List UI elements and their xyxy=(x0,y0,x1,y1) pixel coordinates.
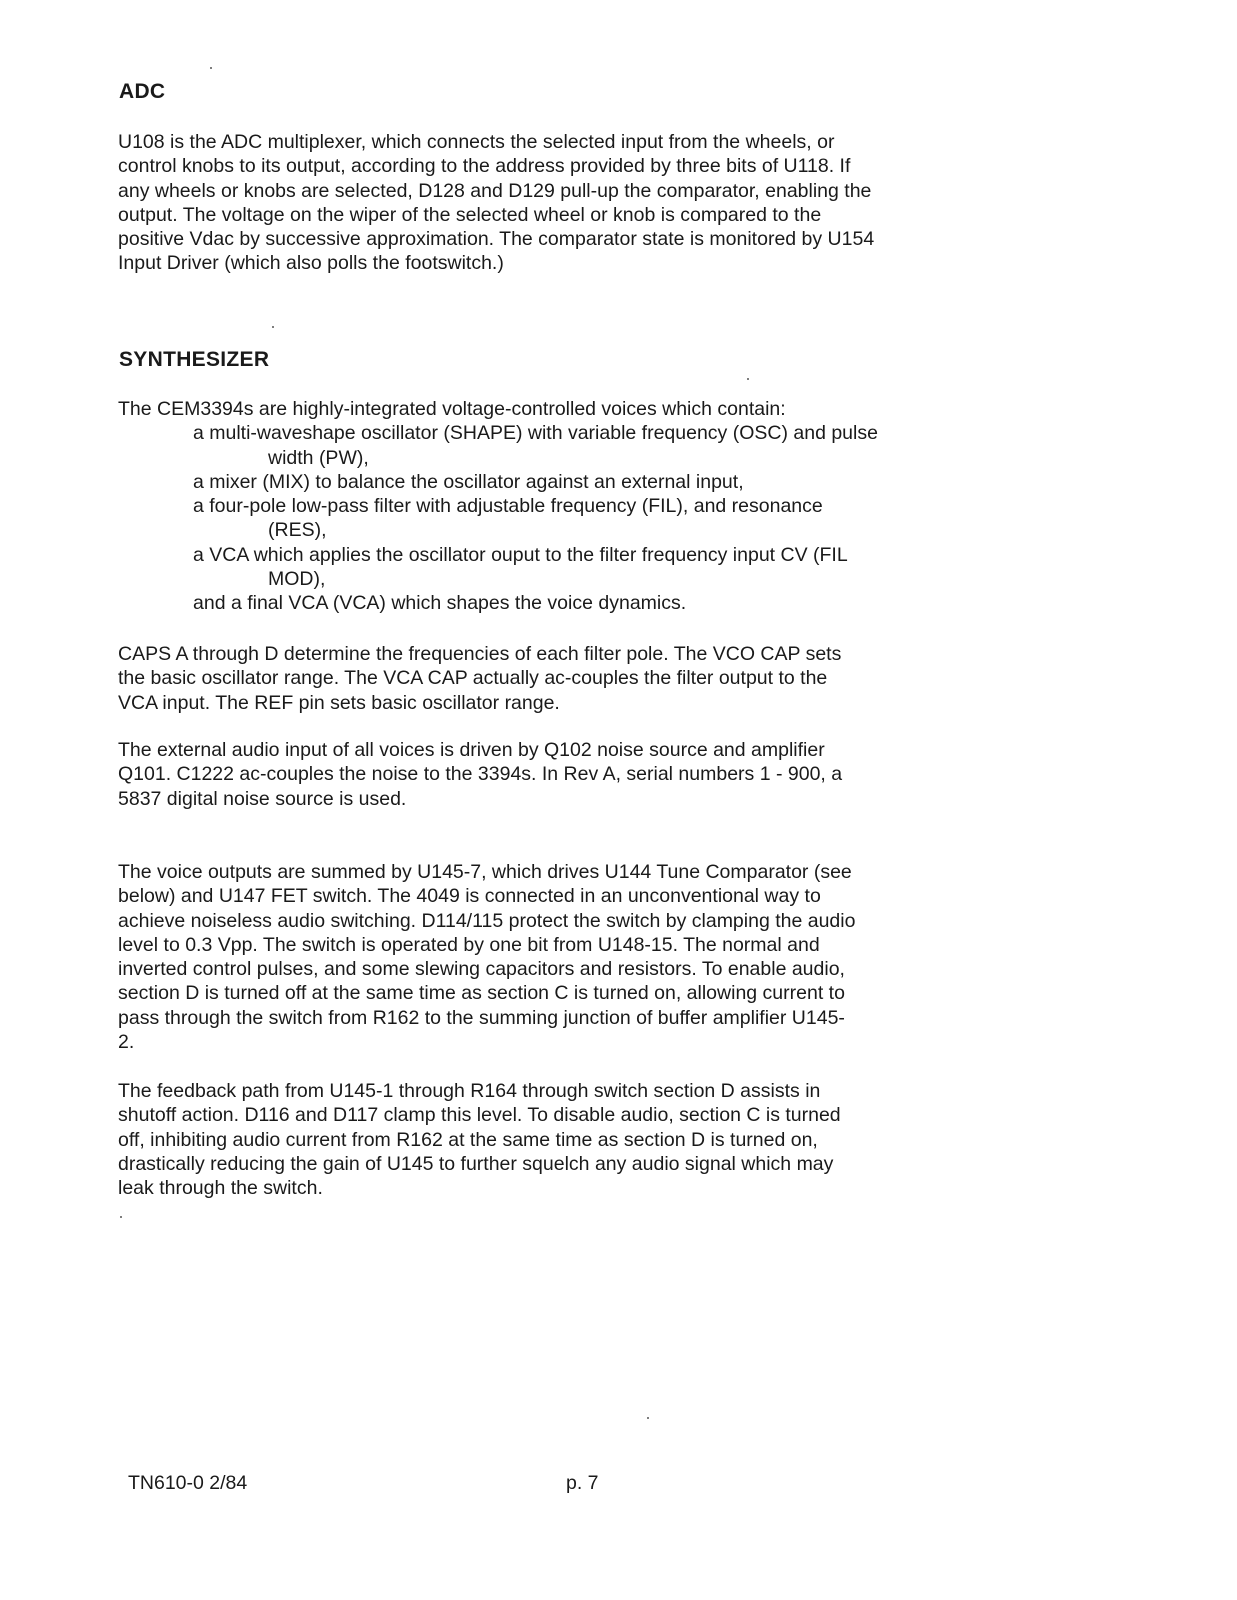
list-intro: The CEM3394s are highly-integrated voltage-controlled voices which contain: xyxy=(118,398,786,420)
text-line: any wheels or knobs are selected, D128 and D129 pull-up the comparator, enabling the xyxy=(118,179,872,202)
section-heading-synthesizer: SYNTHESIZER xyxy=(119,348,270,371)
paragraph-caps xyxy=(118,642,1048,715)
footer-document-id: TN610-0 2/84 xyxy=(128,1472,248,1494)
text-line: leak through the switch. xyxy=(118,1177,323,1200)
paragraph-adc xyxy=(118,130,1048,276)
text-line: 2. xyxy=(118,1031,135,1054)
voice-feature-list xyxy=(118,397,1048,616)
text-line: positive Vdac by successive approximation. The comparator state is monitored by U154 xyxy=(118,228,875,251)
footer-page-number: p. 7 xyxy=(566,1472,599,1494)
scan-speck xyxy=(210,67,212,69)
text-line: shutoff action. D116 and D117 clamp this level. To disable audio, section C is turned xyxy=(118,1104,841,1127)
text-line: level to 0.3 Vpp. The switch is operated by one bit from U148-15. The normal and xyxy=(118,933,820,956)
scan-speck xyxy=(647,1417,649,1419)
text-line: below) and U147 FET switch. The 4049 is connected in an unconventional way to xyxy=(118,885,821,908)
scan-speck xyxy=(120,1216,122,1218)
scan-speck xyxy=(747,378,749,380)
text-line: VCA input. The REF pin sets basic oscillator range. xyxy=(118,691,560,714)
list-item-continuation: width (PW), xyxy=(268,446,369,469)
text-line: control knobs to its output, according to the address provided by three bits of U118. If xyxy=(118,155,851,178)
list-item: a four-pole low-pass filter with adjustable frequency (FIL), and resonance xyxy=(193,495,823,518)
paragraph-noise xyxy=(118,738,1048,811)
text-line: section D is turned off at the same time as section C is turned on, allowing current to xyxy=(118,982,845,1005)
list-item: a mixer (MIX) to balance the oscillator against an external input, xyxy=(193,470,744,493)
section-heading-adc: ADC xyxy=(119,80,166,103)
text-line: 5837 digital noise source is used. xyxy=(118,787,407,810)
scan-speck xyxy=(272,326,274,328)
list-item: a multi-waveshape oscillator (SHAPE) with variable frequency (OSC) and pulse xyxy=(193,422,878,445)
list-item-continuation: (RES), xyxy=(268,519,327,542)
text-line: off, inhibiting audio current from R162 at the same time as section D is turned on, xyxy=(118,1128,818,1151)
text-line: achieve noiseless audio switching. D114/115 protect the switch by clamping the audio xyxy=(118,909,856,932)
text-line: the basic oscillator range. The VCA CAP actually ac-couples the filter output to the xyxy=(118,667,828,690)
text-line: CAPS A through D determine the frequencies of each filter pole. The VCO CAP sets xyxy=(118,643,842,665)
text-line: Input Driver (which also polls the footswitch.) xyxy=(118,252,504,275)
list-item: a VCA which applies the oscillator ouput to the filter frequency input CV (FIL xyxy=(193,543,848,566)
list-item: and a final VCA (VCA) which shapes the voice dynamics. xyxy=(193,592,687,615)
paragraph-feedback xyxy=(118,1079,1048,1200)
text-line: Q101. C1222 ac-couples the noise to the 3394s. In Rev A, serial numbers 1 - 900, a xyxy=(118,763,843,786)
text-line: U108 is the ADC multiplexer, which connects the selected input from the wheels, or xyxy=(118,131,835,153)
list-item-continuation: MOD), xyxy=(268,568,326,591)
paragraph-voice-outputs xyxy=(118,860,1048,1054)
text-line: The feedback path from U145-1 through R164 through switch section D assists in xyxy=(118,1080,821,1102)
text-line: The external audio input of all voices is driven by Q102 noise source and amplifier xyxy=(118,739,825,761)
text-line: inverted control pulses, and some slewing capacitors and resistors. To enable audio, xyxy=(118,958,845,981)
text-line: drastically reducing the gain of U145 to further squelch any audio signal which may xyxy=(118,1152,834,1175)
text-line: The voice outputs are summed by U145-7, which drives U144 Tune Comparator (see xyxy=(118,861,852,883)
text-line: pass through the switch from R162 to the summing junction of buffer amplifier U145- xyxy=(118,1006,845,1029)
text-line: output. The voltage on the wiper of the selected wheel or knob is compared to the xyxy=(118,203,822,226)
